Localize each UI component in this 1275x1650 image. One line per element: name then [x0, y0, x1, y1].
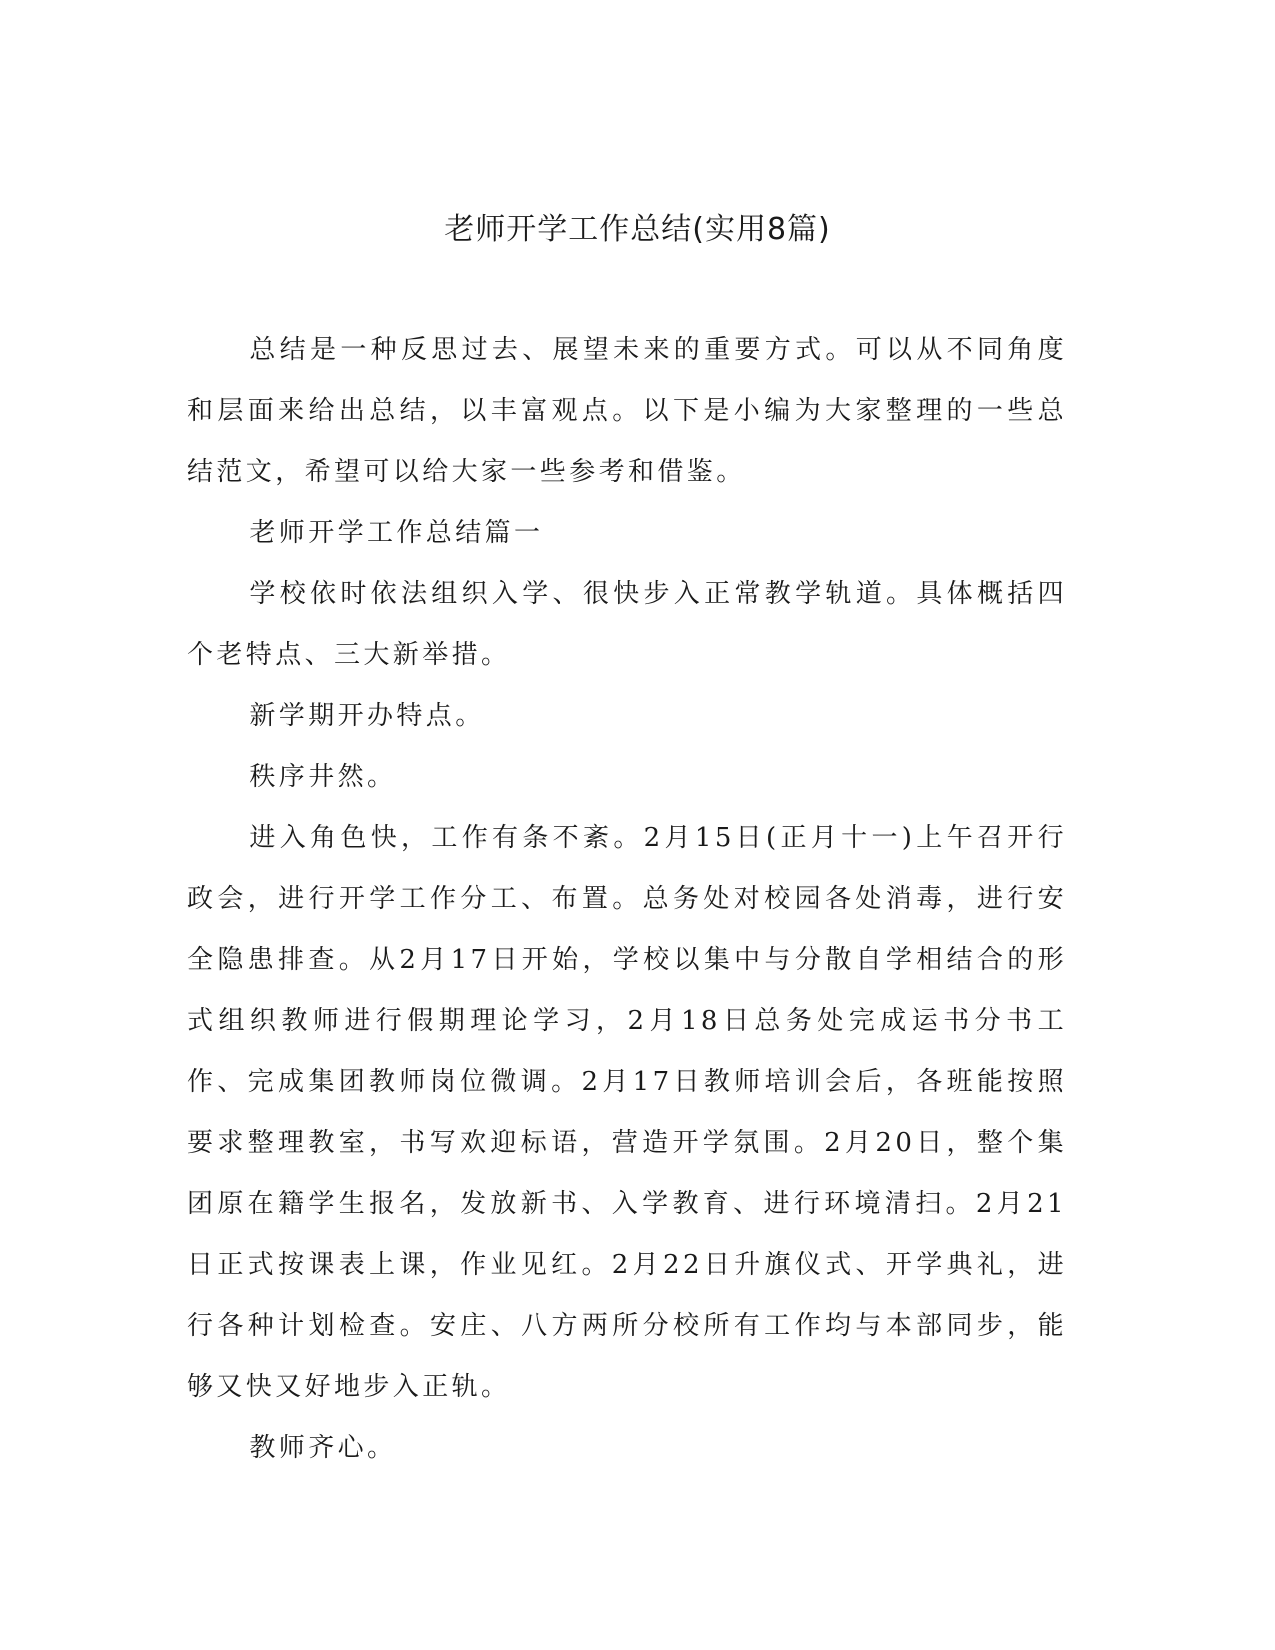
- paragraph-new-term-features: 新学期开办特点。: [249, 701, 485, 731]
- paragraph-intro: 总结是一种反思过去、展望未来的重要方式。可以从不同角度和层面来给出总结，以丰富观点。以下是小编为大家整理的一些总结范文，希望可以给大家一些参考和借鉴。: [187, 335, 1067, 487]
- section-heading-part-one: 老师开学工作总结篇一: [249, 518, 544, 548]
- document-title: 老师开学工作总结(实用8篇): [444, 212, 831, 247]
- paragraph-teachers-united: 教师齐心。: [249, 1433, 397, 1463]
- paragraph-overview: 学校依时依法组织入学、很快步入正常教学轨道。具体概括四个老特点、三大新举措。: [187, 579, 1067, 670]
- paragraph-details: 进入角色快，工作有条不紊。2月15日(正月十一)上午召开行政会，进行开学工作分工、布置。总务处对校园各处消毒，进行安全隐患排查。从2月17日开始，学校以集中与分散自学相结合的形式组织教师进行假期理论学习，2月18日总务处完成运书分书工作、完成集团教师岗位微调。2月17日教师培训会后，各班能按照要求整理教室，书写欢迎标语，营造开学氛围。2月20日，整个集团原在籍学生报名，发放新书、入学教育、进行环境清扫。2月21日正式按课表上课，作业见红。2月22日升旗仪式、开学典礼，进行各种计划检查。安庄、八方两所分校所有工作均与本部同步，能够又快又好地步入正轨。: [187, 823, 1067, 1402]
- paragraph-orderly: 秩序井然。: [249, 762, 397, 792]
- document-body: [187, 320, 1067, 1479]
